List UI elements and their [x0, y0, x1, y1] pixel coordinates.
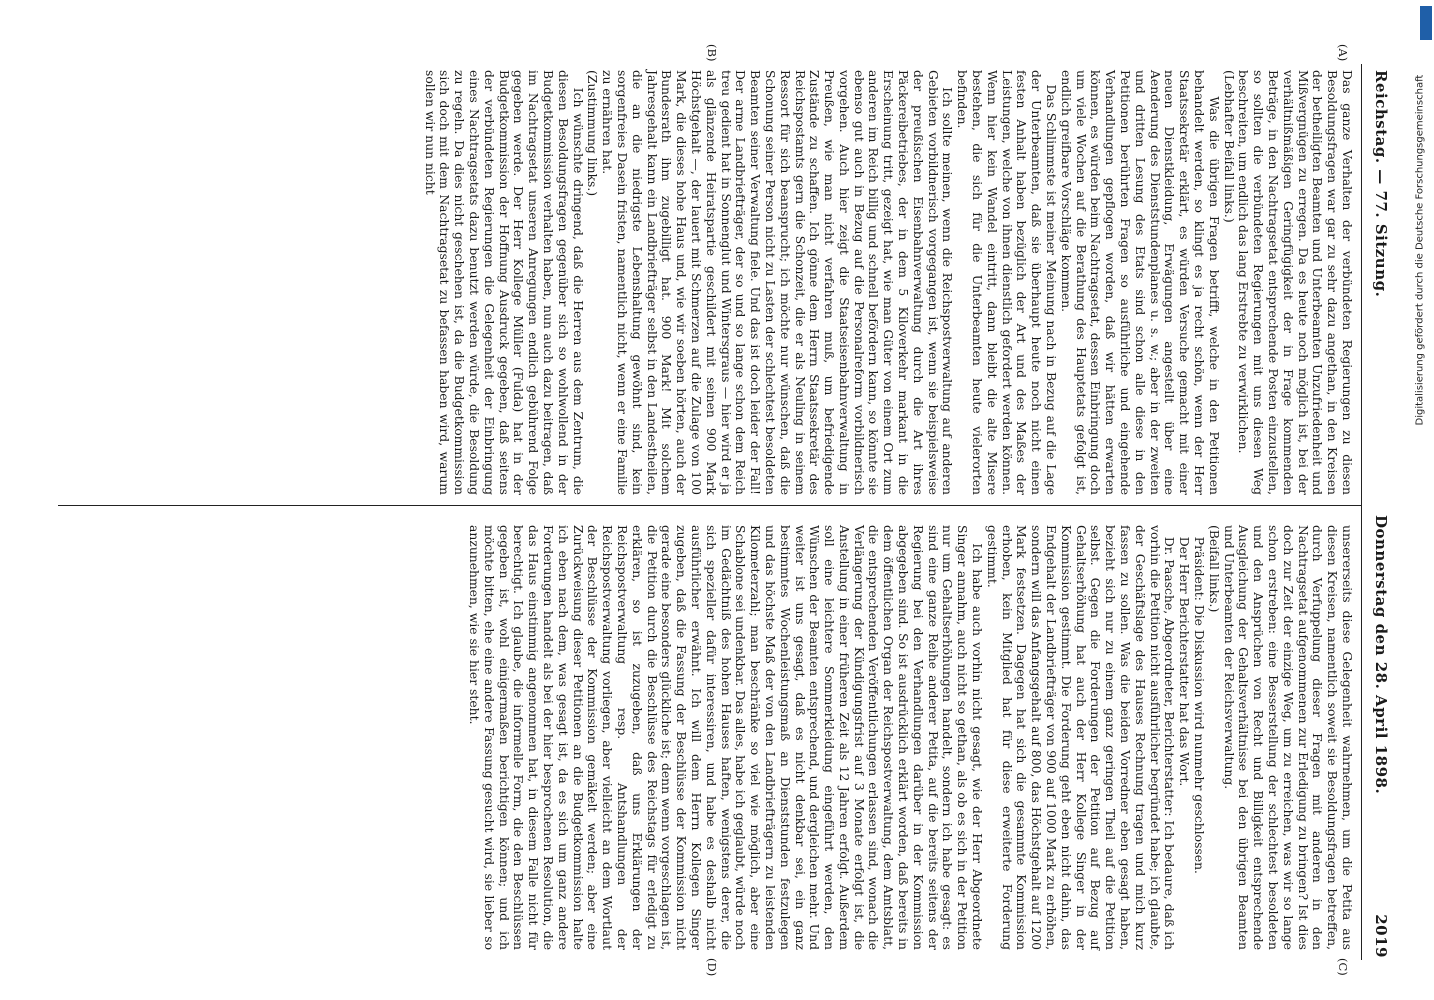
dfg-logo-text: DFG [1412, 12, 1422, 31]
page-header [1366, 70, 1396, 958]
header-date: Donnerstag den 28. April 1898. [1372, 515, 1390, 795]
margin-marker-a: (A) [1336, 44, 1350, 62]
margin-marker-b: (B) [705, 44, 719, 62]
page-number: 2019 [1372, 914, 1390, 958]
text-column-left: Das ganze Verhalten der verbündeten Regierungen zu diesen Besoldungsfragen war gar zu sehr dazu angethan, in den Kreisen der betheiligten Beamten und Unterbeamten Unzufriedenheit und Mißvergnügen zu erregen. Da es heute noch möglich ist, bei der verhältnißmäßigen Geringfügigkeit der in Frage kommenden Beträge, in den Nachtragsetat entsprechende Posten einzustellen, so sollten die verbündeten Regierungen mit uns diesen Weg beschreiten, um endlich das lang Erstrebte zu verwirklichen. (Lebhafter Beifall links.) Was die übrigen Fragen betrifft, welche in den Petitionen behandelt werden, so klingt es ja recht schön, wenn der Herr Staatssekretär erklärt, es würden Versuche gemacht mit einer neuen Dienstkleidung, Erwägungen angestellt über eine Aenderung des Dienststundenplanes u. s. w.; aber in der zweiten und dritten Lesung des Etats sind schon alle diese in den Petitionen berührten Fragen so ausführliche und eingehende Verhandlungen gepflogen worden, daß wir hätten erwarten können, es würden beim Nachtragsetat, dessen Einbringung doch um viele Wochen auf die Berathung des Hauptetats gefolgt ist, endlich greifbare Vorschläge kommen. Das Schlimmste ist meiner Meinung nach in Bezug auf die Lage der Unterbeamten, daß sie überhaupt heute noch nicht einen festen Anhalt haben bezüglich der Art und des Maßes der Leistungen, welche von ihnen dienstlich gefordert werden können. Wenn hier kein Wandel eintritt, dann bleibt die alte Misere bestehen, die sich für die Unterbeamten heute vielerorten befinden. Ich sollte meinen, wenn die Reichspostverwaltung auf anderen Gebieten vorbildnerisch vorgegangen ist, wenn sie beispielsweise der preußischen Eisenbahnverwaltung durch die Art ihres Päckereibetriebes, der in dem 5 Kiloverkehr markant in die Erscheinung tritt, gezeigt hat, wie man Güter von einem Ort zum anderen im Reich billig und schnell befördern kann, so könnte sie ebenso gut auch in Bezug auf die Personalreform vorbildnerisch vorgehen. Auch hier zeigt die Staatseisenbahnverwaltung in Preußen, wie man nicht verfahren muß, um befriedigende Zustände zu schaffen. Ich gönne dem Herrn Staatssekretär des Reichspostamts gern die Schonzeit, die er als Neuling in seinem Ressort für sich beansprucht; ich möchte nur wünschen, daß die Schonung seiner Person nicht zu Lasten der schlechtest besoldeten Beamten seiner Verwaltung fiele. Und das ist doch leider der Fall! Der arme Landbriefträger, der so und so lange schon dem Reich treu gedient hat in Sonnenglut und Wintersgraus — hier wird er ja als glänzende Heiratspartie geschildert mit seinen 900 Mark Höchstgehalt —, der lauert mit Schmerzen auf die Zulage von 100 Mark, die dieses hohe Haus und, wie wir soeben hörten, auch der Bundesrath ihm zugebilligt hat. 900 Mark! Mit solchem Jahresgehalt kann ein Landbriefträger selbst in den Landestheilen, die an die niedrigste Lebenshaltung gewöhnt sind, kein sorgenfreies Dasein fristen, namentlich nicht, wenn er eine Familie zu ernähren hat. (Zustimmung links.) Ich wünschte dringend, daß die Herren aus dem Zentrum, die diesen Besoldungsfragen gegenüber sich so wohlwollend in der Budgetkommission verhalten haben, nun auch dazu beitragen, daß im Nachtragsetat unseren Anregungen endlich gebührend Folge gegeben werde. Der Herr Kollege Müller (Fulda) hat in der Budgetkommission der Hoffnung Ausdruck gegeben, daß seitens der verbündeten Regierungen die Gelegenheit der Einbringung eines Nachtragsetats dazu benutzt werden würde, die Besoldung zu regeln. Da dies nicht geschehen ist, da die Budgetkommission sich doch mit dem Nachtragsetat zu befassen haben wird, warum sollen wir nun nicht [422, 70, 1354, 495]
header-left: Reichstag. — 77. Sitzung. [1372, 70, 1390, 298]
text-column-right: unsererseits diese Gelegenheit wahrnehmen, um die Petita aus diesen Kreisen, namentlich soweit sie Besoldungsfragen betreffen, durch Verfuppelung dieser Fragen mit anderen in den Nachtragsetat aufgenommenen zur Erledigung zu bringen? Ist dies doch zur Zeit der einzige Weg, um zu erreichen, was wir so lange schon erstreben: eine Besserstellung der schlechtest besoldeten und den Ansprüchen von Recht und Billigkeit entsprechende Ausgleichung der Gehaltsverhältnisse bei den übrigen Beamten und Unterbeamten der Reichsverwaltung. (Beifall links.) Präsident: Die Diskussion wird nunmehr geschlossen. Der Herr Berichterstatter hat das Wort. Dr. Paasche, Abgeordneter, Berichterstatter: Ich bedaure, daß ich vorhin die Petition nicht ausführlicher begründet habe; ich glaubte, der Geschäftslage des Hauses Rechnung tragen und mich kurz fassen zu sollen. Was die beiden Vorredner eben gesagt haben, bezieht sich nur zu einem ganz geringen Theil auf die Petition selbst. Gegen die Forderungen der Petition auf Bezug auf Gehaltserhöhung hat auch der Herr Kollege Singer in der Kommission gestimmt. Die Forderung geht eben nicht dahin, das Endgehalt der Landbriefträger von 900 auf 1000 Mark zu erhöhen, sondern will das Anfangsgehalt auf 800, das Höchstgehalt auf 1200 Mark festsetzen. Dagegen hat sich die gesammte Kommission erhoben, kein Mitglied hat für diese erweiterte Forderung gestimmt. Ich habe auch vorhin nicht gesagt, wie der Herr Abgeordnete Singer annahm, auch nicht so gethan, als ob es sich in der Petition nur um Gehaltserhöhungen handelt, sondern ich habe gesagt: es sind eine ganze Reihe anderer Petita, auf die bereits seitens der Regierung bei den Verhandlungen darüber in der Kommission abgegeben sind. So ist ausdrücklich erklärt worden, daß bereits in dem öffentlichen Organ der Reichspostverwaltung, dem Amtsblatt, die entsprechenden Veröffentlichungen erlassen sind, wonach die Verlängerung der Kündigungsfrist auf 3 Monate erfolgt ist, die Anstellung in einer früheren Zeit als 12 Jahren erfolgt. Außerdem soll eine leichtere Sommerkleidung eingeführt werden, den Wünschen der Beamten entsprechend, und dergleichen mehr. Und weiter ist uns gesagt, daß es nicht denkbar sei, ein ganz bestimmtes Wochenleistungsmaß an Dienststunden festzulegen und das höchste Maß der von den Landbriefträgern zu leistenden Kilometerzahl; man beschränke so viel wie möglich, aber eine Schablone sei undenkbar. Das alles, habe ich geglaubt, würde noch im Gedächtniß des hohen Hauses haften, wenigstens derer, die sich spezieller dafür interessiren, und habe es deshalb nicht ausführlicher erwähnt. Ich will dem Herrn Kollegen Singer zugeben, daß die Fassung der Beschlüsse der Kommission nicht gerade eine besonders glückliche ist; denn wenn vorgeschlagen ist, die Petition durch die Beschlüsse des Reichstags für erledigt zu erklären, so ist zuzugeben, daß uns Erklärungen der Reichspostverwaltung resp. Antshandlungen der Reichspostverwaltung vorliegen, aber vielleicht an dem Wortlaut der Beschlüsse der Kommission gemäkelt werden; aber eine Zurückweisung dieser Petitionen an die Budgetkommission halte ich eben nach dem, was gesagt ist, da es sich um ganz andere Forderungen handelt als bei der hier besprochenen Resolution, die das Haus einstimmig angenommen hat, in diesem Falle nicht für berechtigt. Ich glaube, die informelle Form, die den Beschlüssen gegeben ist, wohl einigermaßen berichtigen können; und ich möchte bitten, ehe eine andere Fassung gesucht wird, sie lieber so anzunehmen, wie sie hier steht. [466, 525, 1354, 950]
margin-marker-d: (D) [705, 958, 719, 977]
digitization-note [1410, 70, 1430, 430]
dfg-logo [1412, 6, 1432, 40]
header-rule [1361, 64, 1362, 960]
margin-marker-c: (C) [1336, 958, 1350, 976]
digitization-note-text: Digitalisierung gefördert durch die Deutsche Forschungsgemeinschaft [1414, 74, 1426, 426]
column-divider [58, 505, 1362, 506]
